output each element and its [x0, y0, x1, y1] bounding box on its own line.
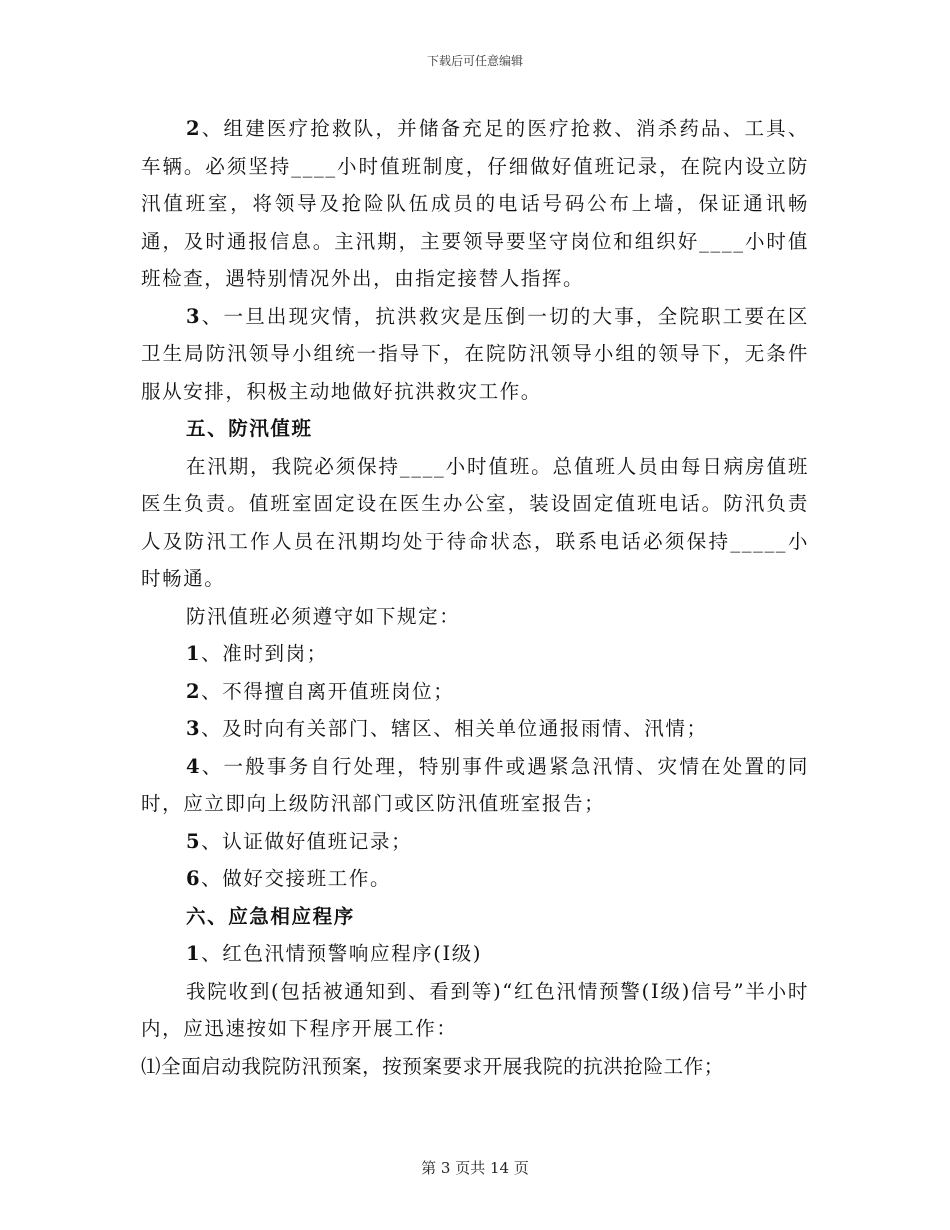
section-heading-5: 五、防汛值班 — [186, 417, 313, 440]
item-text: 、一般事务自行处理，特别事件或遇紧急汛情、灾情在处置的同时，应立即向上级防汛部门或区防汛值班室报告； — [141, 754, 809, 815]
item-text: 、不得擅自离开值班岗位； — [201, 679, 455, 703]
item-number: 3 — [186, 717, 202, 740]
procedure-item-1: ⑴全面启动我院防汛预案，按预案要求开展我院的抗洪抢险工作； — [141, 1054, 724, 1078]
paragraph-duty-rules-intro: 防汛值班必须遵守如下规定： — [186, 604, 461, 628]
item-number: 2 — [186, 117, 202, 140]
item-text: 、组建医疗抢救队，并储备充足的医疗抢救、消杀药品、工具、车辆。必须坚持____小时值班制度，仔细做好值班记录，在院内设立防汛值班室，将领导及抢险队伍成员的电话号码公布上墙，保证通讯畅通，及时通报信息。主汛期，主要领导要坚守岗位和组织好____小时值班检查，遇特别情况外出，由指定接替人指挥。 — [141, 117, 809, 290]
item-number: 2 — [186, 679, 202, 703]
item-number: 6 — [186, 867, 202, 890]
item-number: 4 — [186, 754, 202, 778]
item-text: 、认证做好值班记录； — [201, 829, 413, 853]
paragraph-red-warning: 我院收到(包括被通知到、看到等)“红色汛情预警(Ⅰ级)信号”半小时内，应迅速按如下程序开展工作： — [141, 979, 809, 1040]
item-text: 、及时向有关部门、辖区、相关单位通报雨情、汛情； — [201, 717, 708, 740]
rule-item-5 — [141, 823, 809, 861]
item-text: 、做好交接班工作。 — [201, 867, 392, 890]
item-text: 、一旦出现灾情，抗洪救灾是压倒一切的大事，全院职工要在区卫生局防汛领导小组统一指导下，在院防汛领导小组的领导下，无条件服从安排，积极主动地做好抗洪救灾工作。 — [141, 304, 809, 403]
paragraph-item-3 — [141, 298, 809, 411]
subsection-heading-1 — [141, 935, 809, 973]
section-heading-6: 六、应急相应程序 — [186, 904, 355, 928]
item-number: 1 — [186, 642, 202, 665]
item-text: 、红色汛情预警响应程序(Ⅰ级) — [201, 942, 483, 965]
rule-item-2 — [141, 673, 809, 711]
rule-item-6 — [141, 860, 809, 898]
page-header: 下载后可任意编辑 — [426, 54, 523, 68]
item-number: 5 — [186, 829, 202, 853]
item-number: 3 — [186, 304, 202, 328]
document-body — [141, 110, 809, 1085]
rule-item-1 — [141, 635, 809, 673]
paragraph-duty-intro: 在汛期，我院必须保持____小时值班。总值班人员由每日病房值班医生负责。值班室固定设在医生办公室，装设固定值班电话。防汛负责人及防汛工作人员在汛期均处于待命状态，联系电话必须保持_____小时畅通。 — [141, 454, 809, 590]
rule-item-3 — [141, 710, 809, 748]
paragraph-item-2 — [141, 110, 809, 298]
item-text: 、准时到岗； — [201, 642, 328, 665]
rule-item-4 — [141, 748, 809, 823]
item-number: 1 — [186, 942, 202, 965]
page-footer: 第 3 页共 14 页 — [421, 1159, 529, 1177]
